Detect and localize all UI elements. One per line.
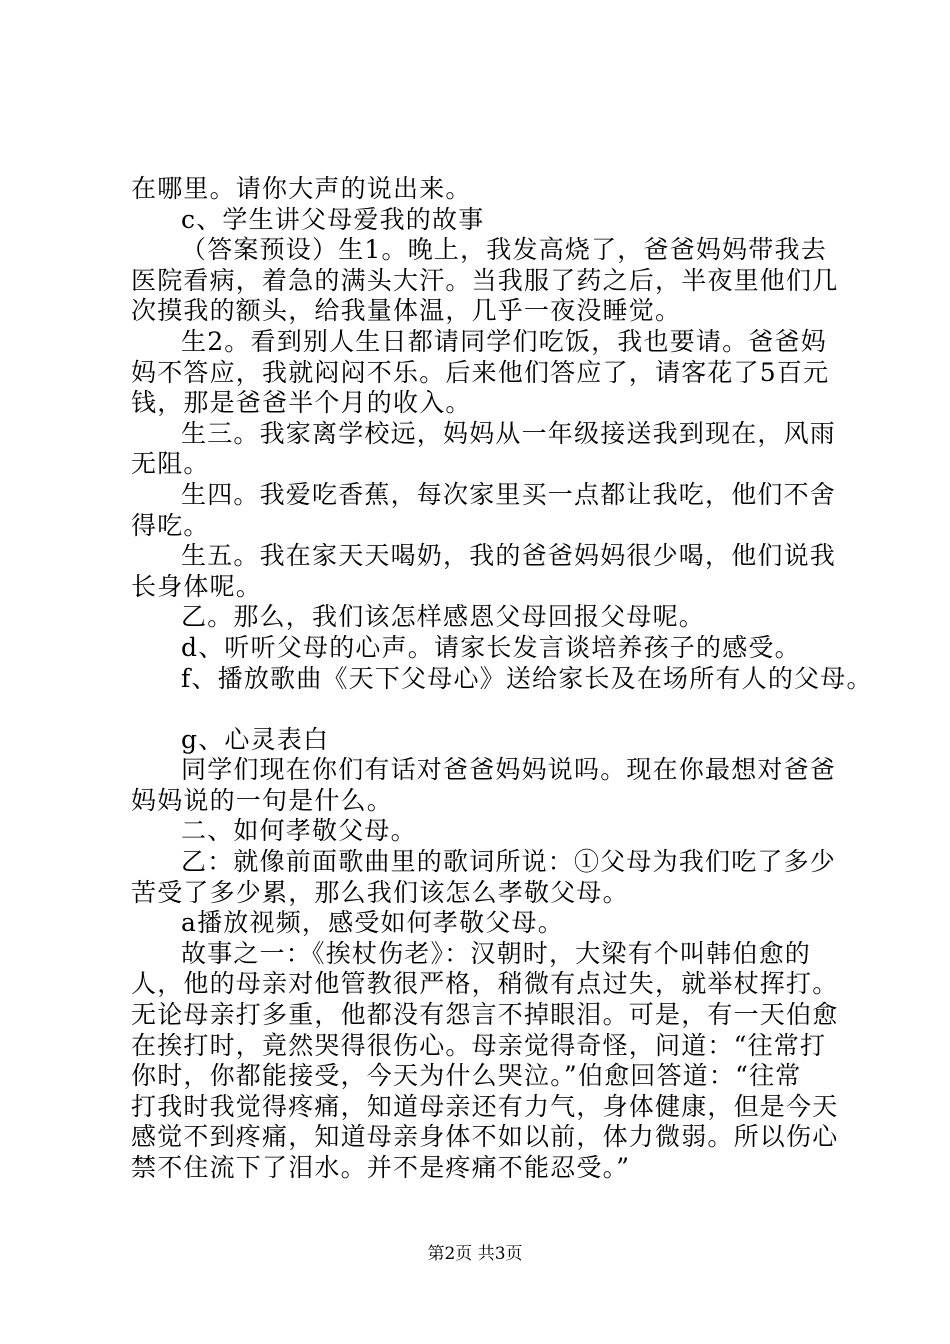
- text-line: 妈不答应，我就闷闷不乐。后来他们答应了，请客花了5百元: [131, 357, 830, 387]
- text-line: a播放视频，感受如何孝敬父母。: [181, 908, 564, 938]
- text-line: 乙。那么，我们该怎样感恩父母回报父母呢。: [181, 602, 706, 632]
- text-line: 钱，那是爸爸半个月的收入。: [131, 388, 472, 418]
- text-line: 在挨打时，竟然哭得很伤心。母亲觉得奇怪，问道：“往常打: [131, 1030, 827, 1060]
- text-line: 生三。我家离学校远，妈妈从一年级接送我到现在，风雨: [181, 418, 837, 448]
- text-line: 禁不住流下了泪水。并不是疼痛不能忍受。”: [131, 1153, 631, 1182]
- text-line: 得吃。: [131, 510, 210, 540]
- text-line: 生四。我爱吃香蕉，每次家里买一点都让我吃，他们不舍: [181, 479, 837, 509]
- text-line: 你时，你都能接受，今天为什么哭泣。”伯愈回答道：“往常: [131, 1061, 802, 1091]
- page-number: 第2页 共3页: [427, 1244, 523, 1264]
- text-line: 在哪里。请你大声的说出来。: [131, 174, 472, 203]
- blank-line: [131, 694, 851, 725]
- text-line: 长身体呢。: [131, 571, 263, 601]
- text-line: 医院看病，着急的满头大汗。当我服了药之后，半夜里他们几: [131, 265, 839, 295]
- text-line: 生五。我在家天天喝奶，我的爸爸妈妈很少喝，他们说我: [181, 541, 837, 571]
- text-line: g、心灵表白: [181, 724, 330, 754]
- text-line: 乙：就像前面歌曲里的歌词所说：①父母为我们吃了多少: [181, 847, 837, 877]
- text-line: f、播放歌曲《天下父母心》送给家长及在场所有人的父母。: [181, 663, 873, 693]
- text-line: 次摸我的额头，给我量体温，几乎一夜没睡觉。: [131, 296, 682, 326]
- text-line: 无论母亲打多重，他都没有怨言不掉眼泪。可是，有一天伯愈: [131, 1000, 839, 1030]
- text-line: 无阻。: [131, 449, 210, 479]
- text-line: （答案预设）生1。晚上，我发高烧了，爸爸妈妈带我去: [181, 235, 827, 265]
- text-line: 打我时我觉得疼痛，知道母亲还有力气，身体健康，但是今天: [131, 1091, 839, 1121]
- text-line: 生2。看到别人生日都请同学们吃饭，我也要请。爸爸妈: [181, 326, 827, 356]
- text-line: d、听听父母的心声。请家长发言谈培养孩子的感受。: [181, 632, 801, 662]
- text-line: 同学们现在你们有话对爸爸妈妈说吗。现在你最想对爸爸: [181, 755, 837, 785]
- text-line: 人，他的母亲对他管教很严格，稍微有点过失，就举杖挥打。: [131, 969, 839, 999]
- text-line: 妈妈说的一句是什么。: [131, 785, 394, 815]
- text-line: 感觉不到疼痛，知道母亲身体不如以前，体力微弱。所以伤心: [131, 1122, 839, 1152]
- text-line: 苦受了多少累，那么我们该怎么孝敬父母。: [131, 877, 629, 907]
- text-line: 二、如何孝敬父母。: [181, 816, 417, 846]
- text-line: 故事之一：《挨杖伤老》：汉朝时，大梁有个叫韩伯愈的: [181, 938, 812, 968]
- document-body: [131, 174, 873, 1184]
- text-line: c、学生讲父母爱我的故事: [181, 204, 485, 234]
